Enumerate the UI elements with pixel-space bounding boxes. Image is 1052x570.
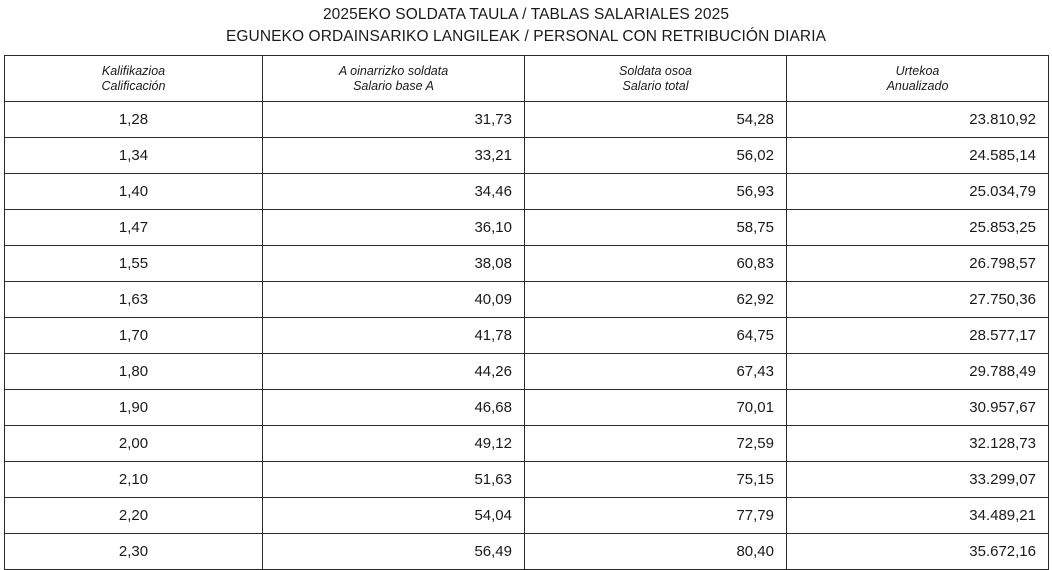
column-header-eu: Soldata osoa (619, 63, 692, 78)
cell-total-salary: 72,59 (525, 426, 787, 462)
cell-calification: 1,70 (5, 318, 263, 354)
cell-annualized: 29.788,49 (787, 354, 1049, 390)
table-row (5, 354, 1049, 390)
cell-base-salary: 38,08 (263, 246, 525, 282)
salary-table (4, 55, 1049, 570)
column-header-es: Anualizado (886, 78, 949, 93)
cell-annualized: 24.585,14 (787, 138, 1049, 174)
table-row (5, 210, 1049, 246)
cell-calification: 1,90 (5, 390, 263, 426)
cell-base-salary: 56,49 (263, 534, 525, 570)
cell-calification: 1,80 (5, 354, 263, 390)
cell-total-salary: 54,28 (525, 102, 787, 138)
table-row (5, 102, 1049, 138)
cell-calification: 1,55 (5, 246, 263, 282)
cell-base-salary: 46,68 (263, 390, 525, 426)
table-row (5, 138, 1049, 174)
table-header (5, 56, 1049, 102)
cell-base-salary: 49,12 (263, 426, 525, 462)
cell-base-salary: 54,04 (263, 498, 525, 534)
table-row (5, 174, 1049, 210)
cell-total-salary: 75,15 (525, 462, 787, 498)
cell-annualized: 34.489,21 (787, 498, 1049, 534)
cell-total-salary: 58,75 (525, 210, 787, 246)
cell-annualized: 28.577,17 (787, 318, 1049, 354)
cell-annualized: 25.853,25 (787, 210, 1049, 246)
cell-annualized: 26.798,57 (787, 246, 1049, 282)
column-header-eu: Kalifikazioa (101, 63, 166, 78)
cell-total-salary: 56,02 (525, 138, 787, 174)
cell-total-salary: 62,92 (525, 282, 787, 318)
cell-calification: 1,28 (5, 102, 263, 138)
cell-total-salary: 56,93 (525, 174, 787, 210)
table-row (5, 462, 1049, 498)
cell-total-salary: 80,40 (525, 534, 787, 570)
table-row (5, 534, 1049, 570)
cell-base-salary: 40,09 (263, 282, 525, 318)
cell-annualized: 30.957,67 (787, 390, 1049, 426)
cell-total-salary: 64,75 (525, 318, 787, 354)
cell-base-salary: 33,21 (263, 138, 525, 174)
cell-total-salary: 67,43 (525, 354, 787, 390)
cell-annualized: 35.672,16 (787, 534, 1049, 570)
cell-base-salary: 41,78 (263, 318, 525, 354)
cell-base-salary: 36,10 (263, 210, 525, 246)
document-title-block (0, 0, 1052, 47)
table-row (5, 390, 1049, 426)
table-row (5, 282, 1049, 318)
cell-annualized: 25.034,79 (787, 174, 1049, 210)
column-header-eu: A oinarrizko soldata (338, 63, 449, 78)
cell-calification: 2,10 (5, 462, 263, 498)
cell-calification: 1,47 (5, 210, 263, 246)
column-header-annualized (787, 56, 1049, 102)
cell-annualized: 23.810,92 (787, 102, 1049, 138)
cell-annualized: 33.299,07 (787, 462, 1049, 498)
cell-calification: 2,20 (5, 498, 263, 534)
page-title: 2025EKO SOLDATA TAULA / TABLAS SALARIALES 2025 (322, 6, 730, 23)
cell-annualized: 27.750,36 (787, 282, 1049, 318)
cell-calification: 1,34 (5, 138, 263, 174)
column-header-es: Salario total (622, 78, 689, 93)
cell-calification: 1,63 (5, 282, 263, 318)
column-header-base-salary (263, 56, 525, 102)
cell-calification: 2,30 (5, 534, 263, 570)
cell-total-salary: 60,83 (525, 246, 787, 282)
table-header-row (5, 56, 1049, 102)
column-header-es: Salario base A (353, 78, 434, 93)
cell-annualized: 32.128,73 (787, 426, 1049, 462)
table-row (5, 426, 1049, 462)
cell-base-salary: 44,26 (263, 354, 525, 390)
table-body (5, 102, 1049, 570)
page-subtitle: EGUNEKO ORDAINSARIKO LANGILEAK / PERSONAL CON RETRIBUCIÓN DIARIA (225, 28, 827, 45)
table-row (5, 318, 1049, 354)
cell-calification: 1,40 (5, 174, 263, 210)
cell-base-salary: 31,73 (263, 102, 525, 138)
column-header-es: Calificación (101, 78, 166, 93)
cell-calification: 2,00 (5, 426, 263, 462)
cell-base-salary: 51,63 (263, 462, 525, 498)
cell-total-salary: 70,01 (525, 390, 787, 426)
column-header-eu: Urtekoa (895, 63, 940, 78)
table-row (5, 498, 1049, 534)
cell-total-salary: 77,79 (525, 498, 787, 534)
table-row (5, 246, 1049, 282)
column-header-calification (5, 56, 263, 102)
cell-base-salary: 34,46 (263, 174, 525, 210)
column-header-total-salary (525, 56, 787, 102)
